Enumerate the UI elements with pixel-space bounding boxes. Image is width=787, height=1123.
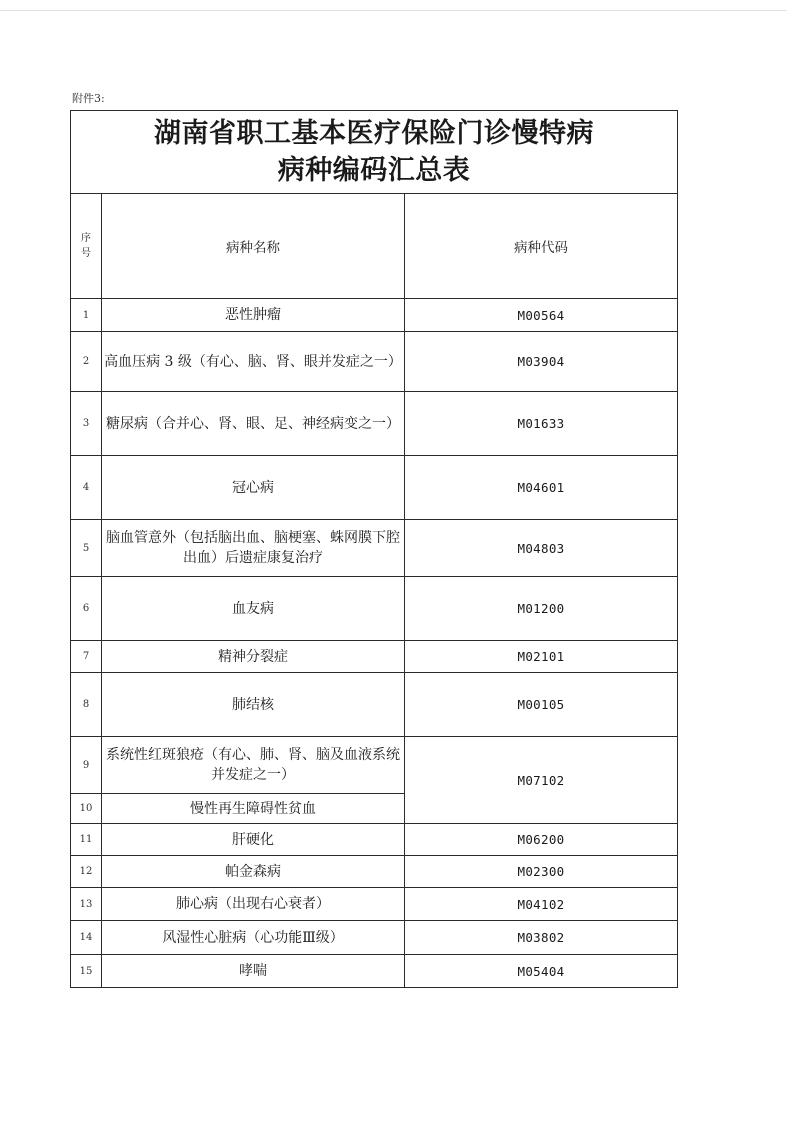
table-row: [71, 520, 678, 577]
disease-code: M03904: [405, 332, 678, 392]
row-number: 7: [71, 641, 102, 673]
header-serial-number: [71, 194, 102, 299]
table-row: [71, 737, 678, 794]
header-disease-code: 病种代码: [405, 194, 678, 299]
attachment-label: 附件3:: [72, 92, 105, 105]
disease-code: M01200: [405, 577, 678, 641]
disease-name: 高血压病 3 级（有心、脑、肾、眼并发症之一）: [102, 332, 405, 392]
row-number: 2: [71, 332, 102, 392]
disease-name: 哮喘: [102, 955, 405, 988]
disease-code: M02300: [405, 856, 678, 888]
title-row: [71, 111, 678, 194]
disease-name: 慢性再生障碍性贫血: [102, 794, 405, 824]
row-number: 10: [71, 794, 102, 824]
disease-name: 血友病: [102, 577, 405, 641]
row-number: 14: [71, 921, 102, 955]
table-row: [71, 921, 678, 955]
disease-code: M04102: [405, 888, 678, 921]
row-number: 8: [71, 673, 102, 737]
row-number: 1: [71, 299, 102, 332]
row-number: 15: [71, 955, 102, 988]
disease-name: 肺心病（出现右心衰者）: [102, 888, 405, 921]
disease-name: 恶性肿瘤: [102, 299, 405, 332]
disease-code: M00564: [405, 299, 678, 332]
disease-name: 帕金森病: [102, 856, 405, 888]
disease-name: 冠心病: [102, 456, 405, 520]
row-number: 13: [71, 888, 102, 921]
table-row: [71, 577, 678, 641]
table-row: [71, 673, 678, 737]
row-number: 6: [71, 577, 102, 641]
header-disease-name: 病种名称: [102, 194, 405, 299]
table-row: [71, 824, 678, 856]
disease-name: 脑血管意外（包括脑出血、脑梗塞、蛛网膜下腔 出血）后遗症康复治疗: [102, 520, 405, 577]
disease-name: 糖尿病（合并心、肾、眼、足、神经病变之一）: [102, 392, 405, 456]
title-line-1: 湖南省职工基本医疗保险门诊慢特病: [154, 118, 594, 149]
table-row: [71, 392, 678, 456]
disease-name: 系统性红斑狼疮（有心、肺、肾、脑及血液系统 并发症之一）: [102, 737, 405, 794]
disease-name: 肺结核: [102, 673, 405, 737]
table-row: [71, 332, 678, 392]
disease-name: 风湿性心脏病（心功能Ⅲ级）: [102, 921, 405, 955]
disease-name: 肝硬化: [102, 824, 405, 856]
disease-code: M03802: [405, 921, 678, 955]
title-line-2: 病种编码汇总表: [277, 155, 471, 186]
table-title: [71, 111, 678, 194]
header-serial-char-2: 号: [81, 248, 91, 259]
table-row: [71, 955, 678, 988]
disease-code-table: [70, 110, 678, 988]
table-row: [71, 456, 678, 520]
disease-code: M00105: [405, 673, 678, 737]
table-row: [71, 888, 678, 921]
table-row: [71, 641, 678, 673]
header-serial-char-1: 序: [81, 233, 91, 244]
disease-code: M04803: [405, 520, 678, 577]
row-number: 12: [71, 856, 102, 888]
disease-code: M06200: [405, 824, 678, 856]
disease-code: M01633: [405, 392, 678, 456]
page-top-rule: [0, 10, 787, 11]
table-row: [71, 299, 678, 332]
disease-code: M02101: [405, 641, 678, 673]
row-number: 4: [71, 456, 102, 520]
row-number: 11: [71, 824, 102, 856]
header-row: [71, 194, 678, 299]
disease-code-merged: M07102: [405, 737, 678, 824]
disease-code: M05404: [405, 955, 678, 988]
disease-name: 精神分裂症: [102, 641, 405, 673]
row-number: 9: [71, 737, 102, 794]
row-number: 5: [71, 520, 102, 577]
disease-code: M04601: [405, 456, 678, 520]
table-row: [71, 856, 678, 888]
row-number: 3: [71, 392, 102, 456]
